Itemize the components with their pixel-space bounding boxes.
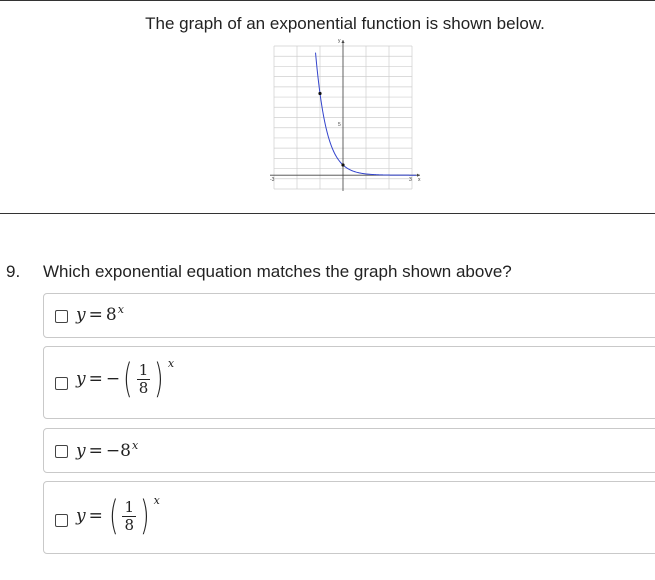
checkbox-icon[interactable] (55, 445, 68, 458)
answer-option-1[interactable] (43, 293, 655, 338)
fraction: $\frac{1}{8}$ (124, 498, 135, 534)
exponential-graph (256, 36, 428, 196)
equation: y = − ( $\frac{1}{8}$ ) x (76, 356, 175, 402)
question-text: Which exponential equation matches the graph shown above? (43, 262, 512, 281)
fraction: $\frac{1}{8}$ (138, 361, 149, 397)
answer-option-4[interactable] (43, 481, 655, 554)
checkbox-icon[interactable] (55, 514, 68, 527)
graph-points (318, 92, 344, 167)
intro-text: The graph of an exponential function is shown below. (145, 14, 545, 33)
x-min-label: -3 (270, 177, 275, 184)
right-paren: ) (154, 356, 164, 402)
x-axis-label: x (418, 177, 421, 184)
equation: y = ( $\frac{1}{8}$ ) x (76, 493, 160, 539)
section-divider (0, 213, 655, 214)
equation: $y = 8^x$ (76, 303, 124, 325)
checkbox-icon[interactable] (55, 377, 68, 390)
y-axis-label: y (338, 38, 341, 44)
equation: $y = -8^x$ (76, 439, 139, 461)
question-number: 9. (6, 262, 21, 281)
left-paren: ( (123, 356, 133, 402)
answer-option-3[interactable] (43, 428, 655, 473)
checkbox-icon[interactable] (55, 310, 68, 323)
y-mark-label: 5 (338, 122, 341, 129)
x-max-label: 3 (409, 177, 412, 184)
top-divider (0, 0, 655, 1)
answer-option-2[interactable] (43, 346, 655, 419)
left-paren: ( (108, 493, 119, 539)
right-paren: ) (140, 493, 150, 539)
graph-point-2 (341, 163, 344, 166)
graph-point-1 (318, 92, 321, 95)
